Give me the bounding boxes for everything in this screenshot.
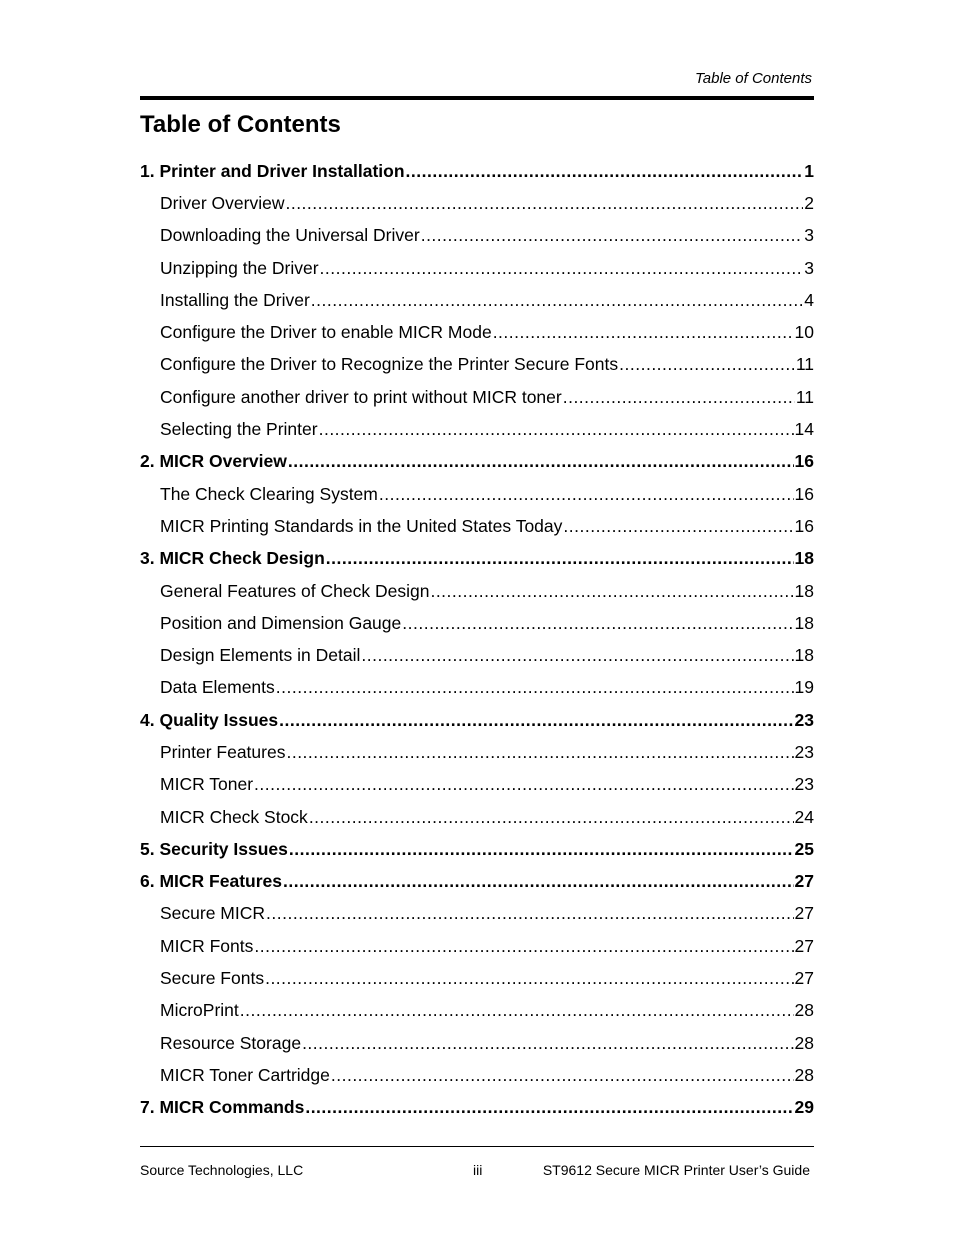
toc-entry-page: 11 [795,386,814,407]
toc-dot-leader [563,387,795,408]
toc-section-entry[interactable] [140,639,814,671]
toc-dot-leader [493,322,794,343]
toc-entry-label: Data Elements [160,677,275,698]
toc-entry-page: 16 [794,515,814,536]
toc-dot-leader [285,193,803,214]
toc-entry-label: MICR Fonts [160,935,254,956]
toc-section-entry[interactable] [140,962,814,994]
toc-section-entry[interactable] [140,478,814,510]
toc-section-entry[interactable] [140,575,814,607]
toc-entry-page: 23 [794,741,814,762]
toc-entry-label: 3. MICR Check Design [140,548,325,569]
toc-section-entry[interactable] [140,898,814,930]
toc-entry-page: 16 [794,451,814,472]
toc-entry-label: MICR Toner [160,774,254,795]
toc-entry-label: Selecting the Printer [160,419,318,440]
page-title: Table of Contents [140,111,341,138]
toc-entry-page: 28 [794,1032,814,1053]
toc-chapter-entry[interactable] [140,1092,814,1124]
toc-entry-label: The Check Clearing System [160,483,378,504]
toc-entry-label: Printer Features [160,741,286,762]
toc-entry-label: 1. Printer and Driver Installation [140,160,405,181]
toc-entry-page: 19 [794,677,814,698]
toc-entry-label: 5. Security Issues [140,838,288,859]
toc-section-entry[interactable] [140,252,814,284]
toc-entry-page: 2 [804,192,814,213]
toc-dot-leader [265,968,793,989]
toc-entry-label: 4. Quality Issues [140,709,279,730]
toc-section-entry[interactable] [140,769,814,801]
toc-entry-label: Driver Overview [160,192,285,213]
toc-entry-label: 2. MICR Overview [140,451,287,472]
toc-entry-page: 23 [794,774,814,795]
toc-entry-label: MICR Printing Standards in the United States Today [160,515,563,536]
toc-entry-page: 18 [794,612,814,633]
toc-section-entry[interactable] [140,413,814,445]
toc-entry-page: 10 [794,322,814,343]
toc-entry-page: 24 [794,806,814,827]
toc-dot-leader [421,225,804,246]
toc-entry-label: General Features of Check Design [160,580,430,601]
toc-entry-label: MICR Toner Cartridge [160,1064,330,1085]
toc-dot-leader [254,774,793,795]
toc-section-entry[interactable] [140,995,814,1027]
toc-dot-leader [289,839,794,860]
toc-entry-page: 28 [794,1000,814,1021]
toc-entry-label: Downloading the Universal Driver [160,225,420,246]
toc-section-entry[interactable] [140,736,814,768]
toc-entry-label: Resource Storage [160,1032,302,1053]
toc-dot-leader [430,581,793,602]
toc-entry-page: 27 [794,871,814,892]
toc-dot-leader [283,871,794,892]
toc-entry-label: MicroPrint [160,1000,239,1021]
toc-section-entry[interactable] [140,1059,814,1091]
toc-entry-page: 11 [795,354,814,375]
toc-section-entry[interactable] [140,349,814,381]
toc-entry-page: 18 [794,548,814,569]
toc-section-entry[interactable] [140,1027,814,1059]
toc-entry-label: Configure the Driver to enable MICR Mode [160,322,492,343]
toc-dot-leader [402,613,793,634]
toc-chapter-entry[interactable] [140,446,814,478]
toc-entry-page: 27 [794,968,814,989]
toc-entry-page: 3 [804,257,814,278]
footer-page-number: iii [473,1162,483,1178]
toc-section-entry[interactable] [140,220,814,252]
toc-section-entry[interactable] [140,284,814,316]
toc-entry-page: 25 [794,838,814,859]
toc-section-entry[interactable] [140,607,814,639]
footer-company: Source Technologies, LLC [140,1162,304,1178]
toc-section-entry[interactable] [140,316,814,348]
toc-entry-label: Secure Fonts [160,968,265,989]
footer-rule [140,1146,814,1147]
toc-chapter-entry[interactable] [140,543,814,575]
toc-dot-leader [619,354,795,375]
header-rule [140,96,814,100]
footer-document-title: ST9612 Secure MICR Printer User’s Guide [542,1162,810,1178]
toc-dot-leader [286,742,793,763]
toc-dot-leader [302,1033,793,1054]
toc-entry-label: Configure the Driver to Recognize the Printer Secure Fonts [160,354,619,375]
toc-section-entry[interactable] [140,381,814,413]
toc-dot-leader [406,161,804,182]
toc-chapter-entry[interactable] [140,704,814,736]
toc-dot-leader [276,677,794,698]
toc-entry-page: 4 [804,289,814,310]
toc-entry-page: 27 [794,903,814,924]
running-header: Table of Contents [694,70,812,87]
toc-entry-page: 29 [794,1097,814,1118]
toc-section-entry[interactable] [140,801,814,833]
toc-entry-page: 28 [794,1064,814,1085]
toc-entry-label: Unzipping the Driver [160,257,319,278]
toc-dot-leader [288,451,794,472]
toc-dot-leader [311,290,803,311]
toc-chapter-entry[interactable] [140,866,814,898]
toc-entry-page: 23 [794,709,814,730]
toc-entry-label: Configure another driver to print without MICR toner [160,386,562,407]
toc-dot-leader [361,645,793,666]
toc-dot-leader [240,1000,794,1021]
toc-chapter-entry[interactable] [140,155,814,187]
toc-dot-leader [320,258,804,279]
toc-section-entry[interactable] [140,672,814,704]
toc-entry-page: 18 [794,580,814,601]
toc-dot-leader [326,548,794,569]
toc-dot-leader [563,516,793,537]
toc-entry-page: 3 [804,225,814,246]
toc-entry-label: 6. MICR Features [140,871,282,892]
toc-dot-leader [266,903,794,924]
toc-dot-leader [309,807,794,828]
toc-entry-page: 1 [804,160,814,181]
toc-dot-leader [319,419,794,440]
toc-entry-page: 27 [794,935,814,956]
toc-entry-page: 14 [794,419,814,440]
table-of-contents [140,155,814,1124]
toc-entry-page: 16 [794,483,814,504]
toc-chapter-entry[interactable] [140,833,814,865]
toc-entry-label: MICR Check Stock [160,806,308,827]
toc-entry-label: Secure MICR [160,903,266,924]
toc-entry-label: Position and Dimension Gauge [160,612,402,633]
toc-dot-leader [254,936,793,957]
toc-dot-leader [331,1065,794,1086]
toc-section-entry[interactable] [140,187,814,219]
toc-dot-leader [279,710,793,731]
toc-entry-label: Installing the Driver [160,289,310,310]
toc-section-entry[interactable] [140,930,814,962]
toc-section-entry[interactable] [140,510,814,542]
toc-dot-leader [305,1097,793,1118]
toc-entry-page: 18 [794,645,814,666]
toc-entry-label: 7. MICR Commands [140,1097,305,1118]
toc-dot-leader [379,484,794,505]
toc-entry-label: Design Elements in Detail [160,645,361,666]
